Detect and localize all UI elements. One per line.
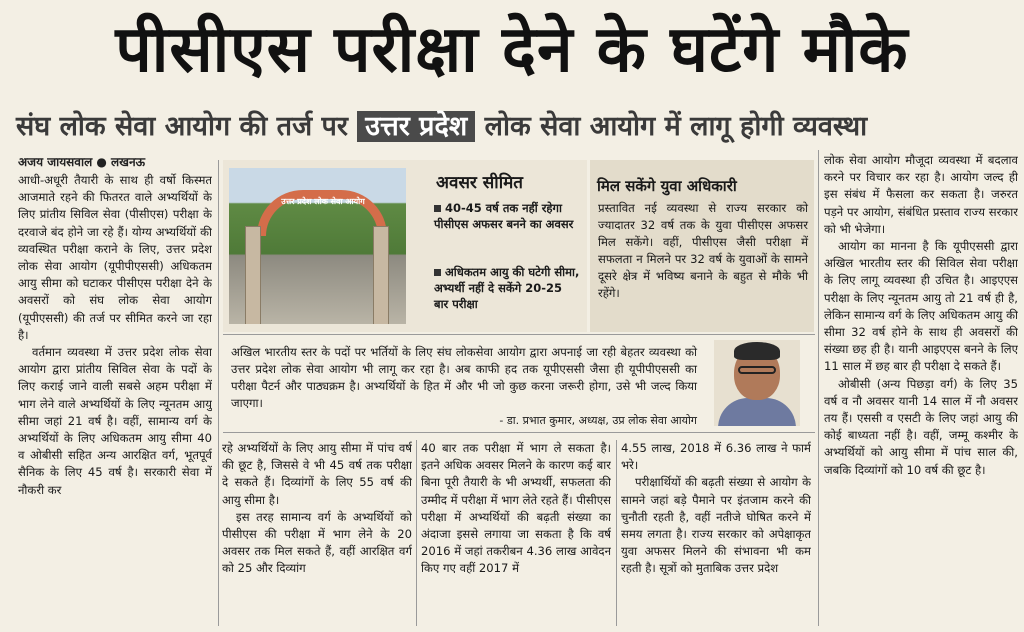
article-column-3 bbox=[421, 440, 611, 628]
commission-gate-photo bbox=[229, 168, 406, 324]
limited-bullet-1 bbox=[434, 200, 580, 232]
limited-bullet-2 bbox=[434, 264, 580, 312]
column-divider bbox=[616, 440, 617, 626]
subheadline bbox=[16, 104, 1008, 150]
paragraph: आयोग का मानना है कि यूपीएससी द्वारा अखिल भारतीय स्तर की सिविल सेवा परीक्षा के लिए लागू व्यवस्था ही उचित है। आइएएस परीक्षा के लिए न्यूनतम आयु तो 21 वर्ष ही है, लेकिन सामान्य वर्ग के लिए अधिकतम आयु की सीमा 32 वर्ष होने के साथ ही अवसरों की संख्या छह ही है। यानी आइएएस बनने के लिए 11 साल में छह बार ही परीक्षा दे सकते हैं। bbox=[824, 239, 1018, 374]
headline: पीसीएस परीक्षा देने के घटेंगे मौके bbox=[115, 13, 909, 87]
paragraph: परीक्षार्थियों की बढ़ती संख्या से आयोग के सामने जहां बड़े पैमाने पर इंतजाम करने की चुनौती रहती है, वहीं नतीजे घोषित करने में समय लगता है। राज्य सरकार को अपेक्षाकृत युवा अफसर मिलने की संभावना भी कम रहती है। सूत्रों को मुताबिक उत्तर प्रदेश bbox=[621, 475, 811, 576]
subhead-pre: संघ लोक सेवा आयोग की तर्ज पर bbox=[16, 111, 358, 142]
quote-attribution: - डा. प्रभात कुमार, अध्यक्ष, उप्र लोक सेवा आयोग bbox=[499, 414, 697, 427]
square-bullet-icon bbox=[434, 205, 441, 212]
chairman-portrait bbox=[714, 340, 800, 426]
article-column-1 bbox=[18, 172, 212, 627]
article-column-5 bbox=[824, 152, 1018, 628]
bullet-text: 40-45 वर्ष तक नहीं रहेगा पीसीएस अफसर बनने का अवसर bbox=[434, 201, 574, 231]
paragraph: रहे अभ्यर्थियों के लिए आयु सीमा में पांच वर्ष की छूट है, जिससे वे भी 45 वर्ष तक परीक्षा दे सकते हैं। दिव्यांगों के लिए 55 वर्ष की आयु सीमा है। bbox=[222, 441, 412, 507]
column-divider bbox=[416, 440, 417, 626]
bullet-text: अधिकतम आयु की घटेगी सीमा, अभ्यर्थी नहीं दे सकेंगे 20-25 बार परीक्षा bbox=[434, 265, 580, 311]
gate-pillar-icon bbox=[373, 226, 389, 324]
column-divider bbox=[818, 150, 819, 626]
quote-divider bbox=[223, 432, 815, 433]
paragraph: 4.55 लाख, 2018 में 6.36 लाख ने फार्म भरे। bbox=[621, 441, 811, 473]
subhead-post: लोक सेवा आयोग में लागू होगी व्यवस्था bbox=[475, 111, 868, 142]
paragraph: ओबीसी (अन्य पिछड़ा वर्ग) के लिए 35 वर्ष व नौ अवसर यानी 14 साल में नौ अवसर तय हैं। एससी व एसटी के लिए जहां आयु की कोई बाध्यता नहीं है। वहीं, जम्मू कश्मीर के अभ्यर्थियों को आयु सीमा में पांच साल की, जबकि दिव्यांगों को 10 वर्ष की छूट है। bbox=[824, 376, 1018, 477]
box-divider bbox=[223, 334, 815, 335]
young-officers-title: मिल सकेंगे युवा अधिकारी bbox=[597, 177, 737, 195]
paragraph: 40 बार तक परीक्षा में भाग ले सकता है। इतने अधिक अवसर मिलने के कारण कई बार बिना पूरी तैयारी के भी अभ्यर्थी, सफलता की उम्मीद में परीक्षा में भाग लेते रहते हैं। पीसीएस परीक्षा में अभ्यर्थियों की बढ़ती संख्या का अंदाजा इससे लगाया जा सकता है कि वर्ष 2016 में जहां तकरीबन 4.36 लाख आवेदन किए गए वहीं 2017 में bbox=[421, 441, 611, 576]
portrait-hair bbox=[734, 342, 780, 360]
limited-opportunity-title: अवसर सीमित bbox=[436, 173, 523, 193]
young-officers-text: प्रस्तावित नई व्यवस्था से राज्य सरकार को ज्यादातर 32 वर्ष तक के युवा पीसीएस अफसर मिल सकेंगे। वहीं, पीसीएस जैसी परीक्षा में सफलता न मिलने पर 32 वर्ष के युवाओं के सामने दूसरे क्षेत्र में भविष्य बनाने के बहुत से मौके भी रहेंगे। bbox=[598, 201, 808, 300]
column-divider bbox=[218, 160, 219, 626]
glasses-icon bbox=[738, 366, 776, 374]
paragraph: लोक सेवा आयोग मौजूदा व्यवस्था में बदलाव करने पर विचार कर रहा है। आयोग जल्द ही इस संबंध में फैसला कर सकता है। जरुरत पड़ने पर आयोग, संबंधित प्रस्ताव राज्य सरकार को भी भेजेगा। bbox=[824, 153, 1018, 236]
quote-text: अखिल भारतीय स्तर के पदों पर भर्तियों के लिए संघ लोकसेवा आयोग द्वारा अपनाई जा रही बेहतर व्यवस्था को उत्तर प्रदेश लोक सेवा आयोग भी लागू कर रहा है। अब काफी हद तक यूपीएससी जैसा ही यूपीपीएससी का परीक्षा पैटर्न और पाठ्यक्रम है। अभ्यर्थियों के हित में और भी जो कुछ करना जरूरी होगा, उसे भी जल्द किया जाएगा। bbox=[231, 345, 697, 410]
paragraph: वर्तमान व्यवस्था में उत्तर प्रदेश लोक सेवा आयोग द्वारा प्रांतीय सिविल सेवा के पदों के लिए कराई जाने वाली सबसे अहम परीक्षा में भाग लेने वाले अभ्यर्थियों के लिए न्यूनतम आयु सीमा जहां 21 वर्ष है। वहीं, सामान्य वर्ग के अभ्यर्थियों के लिए अधिकतम आयु सीमा 40 व ओबीसी सहित अन्य आरक्षित वर्ग, भूतपूर्व सैनिक के लिए 45 वर्ष है। सरकारी सेवा में नौकरी कर bbox=[18, 345, 212, 497]
subhead-highlight: उत्तर प्रदेश bbox=[357, 111, 475, 142]
paragraph: इस तरह सामान्य वर्ग के अभ्यर्थियों को पीसीएस की परीक्षा में भाग लेने के 20 अवसर तक मिल सकते हैं, वहीं आरक्षित वर्ग को 25 और दिव्यांग bbox=[222, 509, 412, 576]
square-bullet-icon bbox=[434, 269, 441, 276]
gate-sign: उत्तर प्रदेश लोक सेवा आयोग bbox=[281, 197, 365, 206]
article-column-2 bbox=[222, 440, 412, 628]
byline: अजय जायसवाल ● लखनऊ bbox=[18, 155, 146, 169]
gate-pillar-icon bbox=[245, 226, 261, 324]
chairman-quote bbox=[231, 344, 697, 429]
portrait-shirt bbox=[718, 398, 796, 426]
paragraph: आधी-अधूरी तैयारी के साथ ही वर्षो किस्मत आजमाते रहने की फितरत वाले अभ्यर्थियों के लिए प्रांतीय सिविल सेवा (पीसीएस) परीक्षा के दरवाजे बंद होने जा रहे हैं। योग्य अभ्यर्थियों की व्यवस्थित परीक्षा कराने के लिए, उत्तर प्रदेश लोक सेवा आयोग (यूपीपीएससी) अधिकतम आयु सीमा को घटाकर पीसीएस परीक्षा देने के अवसरों को संघ लोक सेवा आयोग (यूपीएससी) की तर्ज पर सीमित करने जा रहा है। bbox=[18, 173, 212, 342]
article-column-4 bbox=[621, 440, 811, 628]
